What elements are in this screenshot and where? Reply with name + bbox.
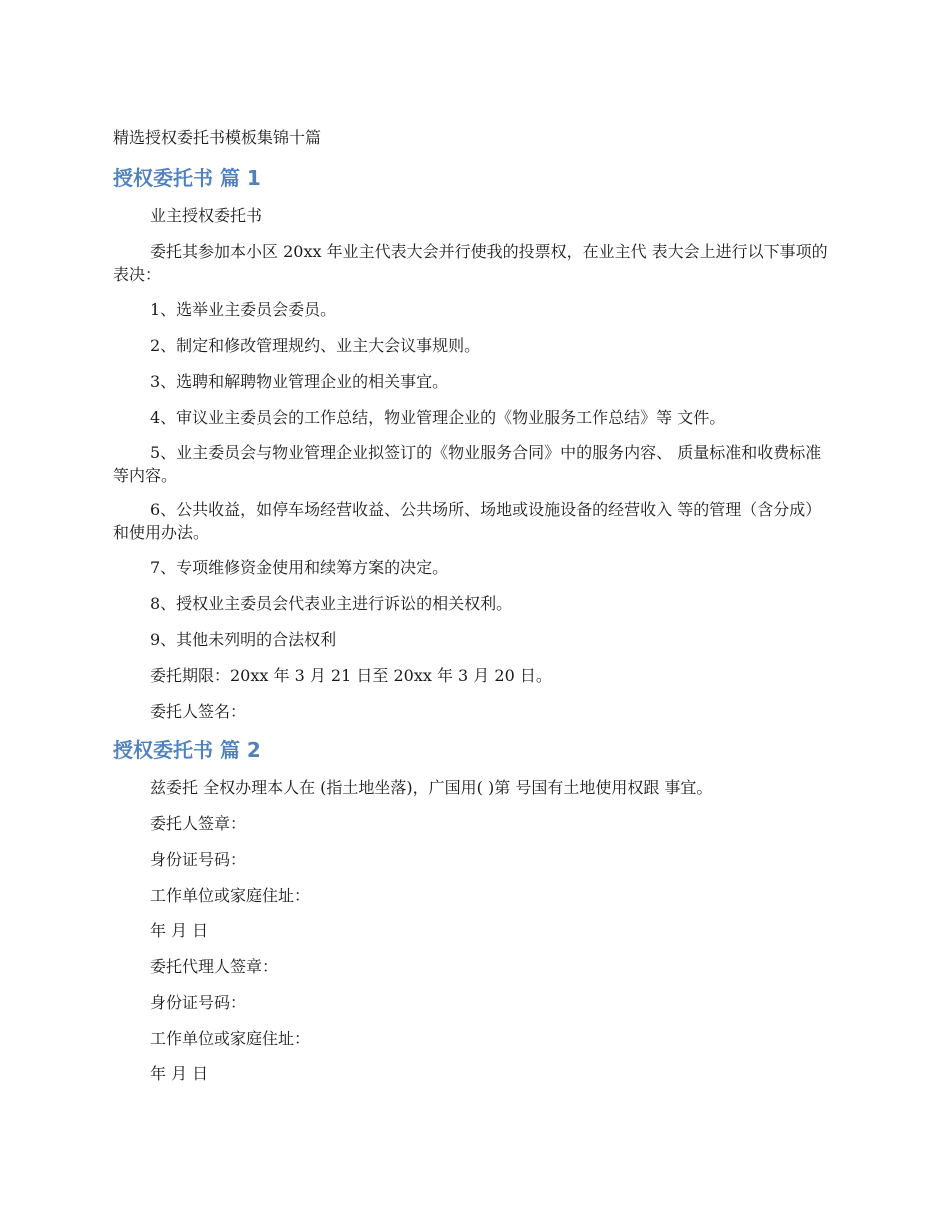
list-item: 9、其他未列明的合法权利 (150, 630, 337, 649)
list-item: 7、专项维修资金使用和续筹方案的决定。 (150, 558, 449, 577)
id-number-line: 身份证号码： (150, 850, 247, 869)
list-item: 1、选举业主委员会委员。 (150, 300, 337, 319)
agent-signature-line: 委托代理人签章： (150, 957, 279, 976)
section-heading-2: 授权委托书 篇 2 (113, 738, 261, 762)
date-line: 年 月 日 (150, 1064, 209, 1083)
term-line: 委托期限：20xx 年 3 月 21 日至 20xx 年 3 月 20 日。 (150, 666, 552, 685)
list-item: 8、授权业主委员会代表业主进行诉讼的相关权利。 (150, 594, 513, 613)
address-line: 工作单位或家庭住址： (150, 1029, 311, 1048)
id-number-line: 身份证号码： (150, 993, 247, 1012)
list-item: 4、审议业主委员会的工作总结，物业管理企业的《物业服务工作总结》等 文件。 (150, 408, 726, 427)
list-item: 3、选聘和解聘物业管理企业的相关事宜。 (150, 372, 449, 391)
signature-line: 委托人签章： (150, 814, 247, 833)
signature-line: 委托人签名： (150, 702, 247, 721)
list-item: 6、公共收益，如停车场经营收益、公共场所、场地或设施设备的经营收入 等的管理（含分成）和使用办法。 (113, 500, 822, 542)
list-item: 5、业主委员会与物业管理企业拟签订的《物业服务合同》中的服务内容、 质量标准和收费标准等内容。 (113, 443, 822, 485)
date-line: 年 月 日 (150, 921, 209, 940)
paragraph: 委托其参加本小区 20xx 年业主代表大会并行使我的投票权，在业主代 表大会上进行以下事项的表决： (113, 242, 828, 284)
list-item: 2、制定和修改管理规约、业主大会议事规则。 (150, 336, 481, 355)
section-heading-1: 授权委托书 篇 1 (113, 166, 261, 190)
paragraph: 兹委托 全权办理本人在 (指土地坐落)，广国用( )第 号国有土地使用权跟 事宜。 (150, 778, 713, 797)
document-title: 精选授权委托书模板集锦十篇 (113, 128, 322, 147)
address-line: 工作单位或家庭住址： (150, 886, 311, 905)
paragraph: 业主授权委托书 (150, 206, 263, 225)
